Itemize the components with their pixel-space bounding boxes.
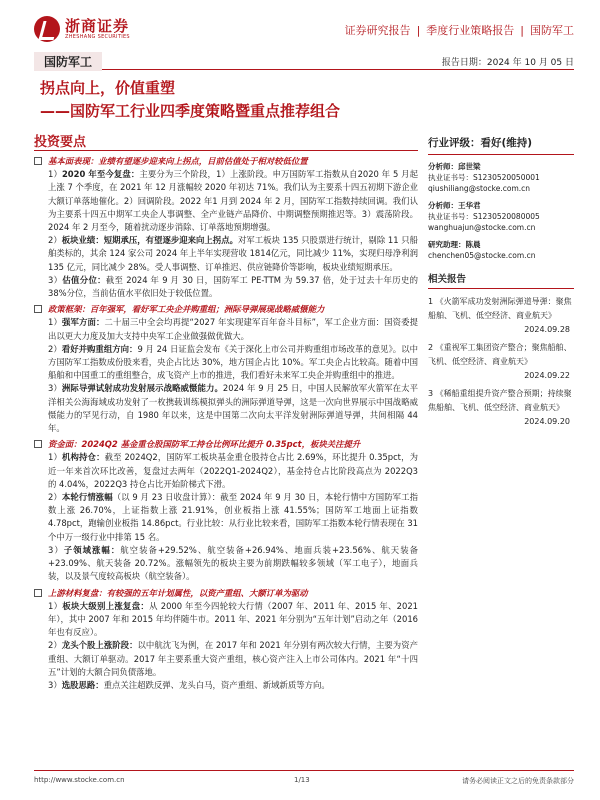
analyst-role: 分析师： — [428, 201, 458, 210]
detail-text: 截至 2024Q2，国防军工板块基金重仓股持仓占比 2.69%，环比提升 0.35pct，为近一年来首次环比改善，复盘过去两年（2022Q1-2024Q2），基金持仓占比阶段高点为 2022Q3 的 4.04%，2022Q3 持仓占比开始阶梯式下滑。 — [48, 452, 418, 489]
detail-lead: 子领域涨幅： — [63, 544, 121, 555]
checkbox-bullet-icon — [34, 440, 48, 448]
related-report-title: 2 《重视军工集团资产整合；聚焦船舶、飞机、低空经济、商业航天》 — [428, 343, 572, 366]
detail-lead: 选股思路： — [61, 679, 104, 690]
detail-text: 截至 2024 年 9 月 30 日，国防军工 PE-TTM 为 59.37 倍，处于过去十年历史的 38%分位，当前估值水平依旧处于较低位置。 — [48, 274, 418, 299]
checkbox-bullet-icon — [34, 305, 48, 313]
logo-english-name: ZHESHANG SECURITIES — [65, 33, 130, 40]
analyst-role: 分析师： — [428, 162, 458, 171]
detail-text: 二十届三中全会均再提“2027 年实现建军百年奋斗目标”，军工企业方面：国资委提出以更大力度及加大支持中央军工企业做强做优做大。 — [48, 317, 418, 341]
point-detail: 3）估值分位：截至 2024 年 9 月 30 日，国防军工 PE-TTM 为 59.37 倍，处于过去十年历史的 38%分位，当前估值水平依旧处于较低位置。 — [48, 274, 418, 299]
point-detail: 1）2020 年至今复盘：主要分为三个阶段，1）上涨阶段。申万国防军工指数从自2020 年 5 月起上涨 7 个季度，在 2021 年 12 月涨幅较 2020 年初达 71%。我们认为主要系十四五初期下游企业大额订单落地催化。2）回调阶段。2022 年1 月到 2024 年 2 月，国防军工指数持续回调。我们认为主要系十四五中期军工央企人事调整、全产业链产品降价、中期调整预期推迟等。3）震荡阶段。2024 年 2 月至今，随着扰动逐步消除、订单落地预期增强。 — [48, 169, 418, 233]
analyst-role: 研究助理： — [428, 240, 466, 249]
sector-date-bar — [34, 50, 574, 70]
analyst-name: 邱世梁 — [458, 162, 481, 171]
company-logo — [34, 16, 130, 42]
detail-text: 重点关注超跌反弹、龙头白马，资产重组、新域新质等方向。 — [103, 679, 330, 690]
analyst-cert: 执业证书号：S1230520050001 — [428, 173, 540, 182]
point-detail: 2）本轮行情涨幅（以 9 月 23 日收盘计算）：截至 2024 年 9 月 30 日，本轮行情中方国防军工指数上涨 26.70%，上证指数上涨 21.91%，创业板指上涨 41.55%；国防军工地面上证指数 4.78pct，跑输创业板指 14.86pct。行业比较：从行业比较来看，国防军工指数本轮行情表现在 31 个中万一级行业中排第 15 名。 — [48, 492, 418, 542]
detail-lead: 2020 年至今复盘： — [61, 169, 140, 180]
investment-point — [34, 303, 418, 316]
detail-lead: 机构持仓： — [62, 452, 105, 463]
point-detail: 3）选股思路：重点关注超跌反弹、龙头白马，资产重组、新域新质等方向。 — [48, 679, 330, 690]
point-detail: 2）板块业绩：短期承压，有望逐步迎来向上拐点。对军工板块 135 只股票进行统计，剔除 11 只船舶类标的，其余 124 家公司 2024 年上半年实现营收 1814亿元，同比减少 11%，实现归母净利润 135 亿元，同比减少 28%。受人事调整、订单推迟、供应链降价等影响，板块业绩短期承压。 — [48, 235, 418, 272]
related-report-date: 2024.09.28 — [524, 325, 570, 334]
analyst-name: 陈晨 — [465, 240, 481, 249]
report-title: 拐点向上，价值重塑 — [40, 79, 176, 97]
detail-lead: 板块大级别上涨复盘： — [62, 600, 150, 611]
logo-chinese-name: 浙商证券 — [65, 16, 130, 35]
crumb-sector: 国防军工 — [530, 24, 574, 37]
checkbox-bullet-icon — [34, 589, 48, 597]
sector-tag: 国防军工 — [34, 52, 102, 71]
detail-text: 以中航沈飞为例，在 2017 年和 2021 年分别有两次较大行情，主要为资产重组、大额订单驱动。2017 年主要系重大资产重组，核心资产注入上市公司体内。2021 年“十四五”计划的大额合同负债落地。 — [48, 640, 418, 677]
detail-text: 航空装备+29.52%、航空装备+26.94%、地面兵装+23.56%、航天装备+23.09%、航天装备 20.72%。涨幅领先的板块主要为前期跌幅较多领域（军工电子），地面兵装，以及景气度较高板块（航空装备）。 — [48, 544, 418, 582]
detail-text: 2024 年 9 月 25 日，中国人民解放军火箭军在太平洋相关公海海域成功发射了一枚携载训练模拟弹头的洲际弹道导弹，这是一次向世界展示中国战略威慑能力的罕见行动，自 1980 年以来，这是中国第二次向太平洋发射洲际弹道导弹，共间相隔 44 年。 — [48, 383, 418, 434]
analyst-email[interactable]: qiushiliang@stocke.com.cn — [428, 184, 531, 193]
detail-text: 从 2000 年至今四轮较大行情（2007 年、2011 年、2015 年、2021 年），其中 2007 年和 2015 年均伴随牛市。2011 年、2021 年分别为“五年计划”启动之年（2016 年也有反应）。 — [48, 600, 418, 638]
sidebar — [428, 131, 574, 433]
related-report-title: 3 《稀船重组提升资产整合预期；持续聚焦船舶、飞机、低空经济、商业航天》 — [428, 389, 572, 412]
related-report-date: 2024.09.22 — [524, 371, 570, 380]
section-title: 投资要点 — [34, 135, 87, 150]
point-detail: 2）龙头个股上涨阶段：以中航沈飞为例，在 2017 年和 2021 年分别有两次较大行情，主要为资产重组、大额订单驱动。2017 年主要系重大资产重组，核心资产注入上市公司体内。2021 年“十四五”计划的大额合同负债落地。 — [48, 640, 418, 677]
related-reports-heading: 相关报告 — [428, 271, 574, 289]
page-footer — [34, 770, 574, 788]
related-reports-list — [428, 295, 574, 429]
detail-lead: 板块业绩：短期承压，有望逐步迎来向上拐点。 — [61, 235, 238, 246]
detail-text: 9 月 24 日证监会发布《关于深化上市公司并购重组市场改革的意见》。以中方国防军工指数成份股来看，央企占比达 30%，地方国企占比 10%。军工央企占比较高。随着中国船舶和中国重工的重组整合，成飞资产上市的推进，我们看好未来军工央企并购重组中的推进。 — [48, 343, 418, 381]
crumb-strategy: 季度行业策略报告 — [426, 24, 515, 37]
detail-lead: 本轮行情涨幅 — [61, 492, 113, 503]
point-heading: 资金面：2024Q2 基金重仓股国防军工持仓比例环比提升 0.35pct，板块关注提升 — [48, 439, 361, 450]
report-category-breadcrumb: 证券研究报告 | 季度行业策略报告 | 国防军工 — [344, 24, 574, 37]
section-heading — [34, 131, 418, 151]
analyst-card — [428, 200, 574, 233]
point-detail: 3）洲际导弹试射成功发射展示战略威慑能力。2024 年 9 月 25 日，中国人民解放军火箭军在太平洋相关公海海域成功发射了一枚携载训练模拟弹头的洲际弹道导弹，这是一次向世界展示中国战略威慑能力的罕见行动，自 1980 年以来，这是中国第二次向太平洋发射洲际弹道导弹，共间相隔 44 年。 — [48, 383, 418, 434]
detail-lead: 估值分位： — [62, 274, 106, 285]
analyst-card — [428, 161, 574, 194]
investment-point — [34, 587, 418, 600]
investment-point — [34, 438, 418, 451]
report-header — [34, 14, 574, 46]
related-report-item[interactable] — [428, 341, 574, 383]
disclaimer-notice: 请务必阅读正文之后的免责条款部分 — [462, 777, 574, 785]
detail-lead: 洲际导弹试射成功发射展示战略威慑能力。 — [61, 383, 223, 394]
related-report-date: 2024.09.20 — [524, 417, 570, 426]
point-heading: 上游材料复盘：有较强的五年计划属性，以资产重组、大额订单为驱动 — [48, 587, 308, 598]
related-report-item[interactable] — [428, 295, 574, 337]
detail-lead: 龙头个股上涨阶段： — [61, 640, 138, 651]
investment-points — [34, 152, 418, 772]
point-detail: 2）看好并购重组方向：9 月 24 日证监会发布《关于深化上市公司并购重组市场改革的意见》。以中方国防军工指数成份股来看，央企占比达 30%，地方国企占比 10%。军工央企占比较高。随着中国船舶和中国重工的重组整合，成飞资产上市的推进，我们看好未来军工央企并购重组中的推进。 — [48, 343, 418, 381]
point-detail: 1）强军方面：二十届三中全会均再提“2027 年实现建军百年奋斗目标”，军工企业方面：国资委提出以更大力度及加大支持中央军工企业做强做优做大。 — [48, 317, 418, 341]
point-heading: 政策框架：百年强军，看好军工央企并购重组；洲际导弹展现战略威慑能力 — [48, 304, 325, 315]
point-heading: 基本面表现：业绩有望逐步迎来向上拐点，目前估值处于相对较低位置 — [48, 156, 308, 166]
analyst-card — [428, 239, 574, 261]
investment-point — [34, 155, 418, 168]
industry-rating: 行业评级：看好(维持) — [428, 131, 574, 155]
page-number: 1/13 — [294, 776, 310, 784]
related-report-item[interactable] — [428, 387, 574, 429]
logo-mark-icon — [34, 16, 60, 42]
crumb-report-type: 证券研究报告 — [344, 24, 411, 37]
detail-lead: 看好并购重组方向： — [61, 343, 138, 354]
footer-website-link[interactable]: http://www.stocke.com.cn — [34, 776, 125, 784]
point-detail: 1）机构持仓：截至 2024Q2，国防军工板块基金重仓股持仓占比 2.69%，环比提升 0.35pct，为近一年来首次环比改善，复盘过去两年（2022Q1-2024Q2），基金持仓占比阶段高点为 2022Q3 的 4.04%，2022Q3 持仓占比开始阶梯式下滑。 — [48, 452, 418, 489]
analyst-cert: 执业证书号：S1230520080005 — [428, 212, 540, 221]
point-detail: 3）子领域涨幅：航空装备+29.52%、航空装备+26.94%、地面兵装+23.56%、航天装备+23.09%、航天装备 20.72%。涨幅领先的板块主要为前期跌幅较多领域（军工电子），地面兵装，以及景气度较高板块（航空装备）。 — [48, 544, 418, 582]
detail-lead: 强军方面： — [61, 317, 105, 328]
detail-text: 主要分为三个阶段，1）上涨阶段。申万国防军工指数从自2020 年 5 月起上涨 7 个季度，在 2021 年 12 月涨幅较 2020 年初达 71%。我们认为主要系十四五初期下游企业大额订单落地催化。2）回调阶段。2022 年1 月到 2024 年 2 月，国防军工指数持续回调。我们认为主要系十四五中期军工央企人事调整、全产业链产品降价、中期调整预期推迟等。3）震荡阶段。2024 年 2 月至今，随着扰动逐步消除、订单落地预期增强。 — [48, 169, 418, 233]
analyst-email[interactable]: chenchen05@stocke.com.cn — [428, 251, 536, 260]
analyst-name: 王华君 — [458, 201, 481, 210]
point-detail: 1）板块大级别上涨复盘：从 2000 年至今四轮较大行情（2007 年、2011 年、2015 年、2021 年），其中 2007 年和 2015 年均伴随牛市。2011 年、2021 年分别为“五年计划”启动之年（2016 年也有反应）。 — [48, 600, 418, 638]
related-report-title: 1 《火箭军成功发射洲际弹道导弹：聚焦船舶、飞机、低空经济、商业航天》 — [428, 297, 572, 320]
report-date: 报告日期：2024 年 10 月 05 日 — [441, 58, 574, 68]
detail-text: （以 9 月 23 日收盘计算）：截至 2024 年 9 月 30 日，本轮行情中方国防军工指数上涨 26.70%，上证指数上涨 21.91%，创业板指上涨 41.55%；国防军工地面上证指数 4.78pct，跑输创业板指 14.86pct。行业比较：从行业比较来看，国防军工指数本轮行情表现在 31 个中万一级行业中排第 15 名。 — [48, 492, 418, 542]
detail-text: 对军工板块 135 只股票进行统计，剔除 11 只船舶类标的，其余 124 家公司 2024 年上半年实现营收 1814亿元，同比减少 11%，实现归母净利润 135 亿元，同比减少 28%。受人事调整、订单推迟、供应链降价等影响，板块业绩短期承压。 — [48, 235, 418, 272]
report-subtitle: ——国防军工行业四季度策略暨重点推荐组合 — [40, 102, 341, 120]
checkbox-bullet-icon — [34, 157, 48, 165]
analyst-email[interactable]: wanghuajun@stocke.com.cn — [428, 223, 536, 232]
